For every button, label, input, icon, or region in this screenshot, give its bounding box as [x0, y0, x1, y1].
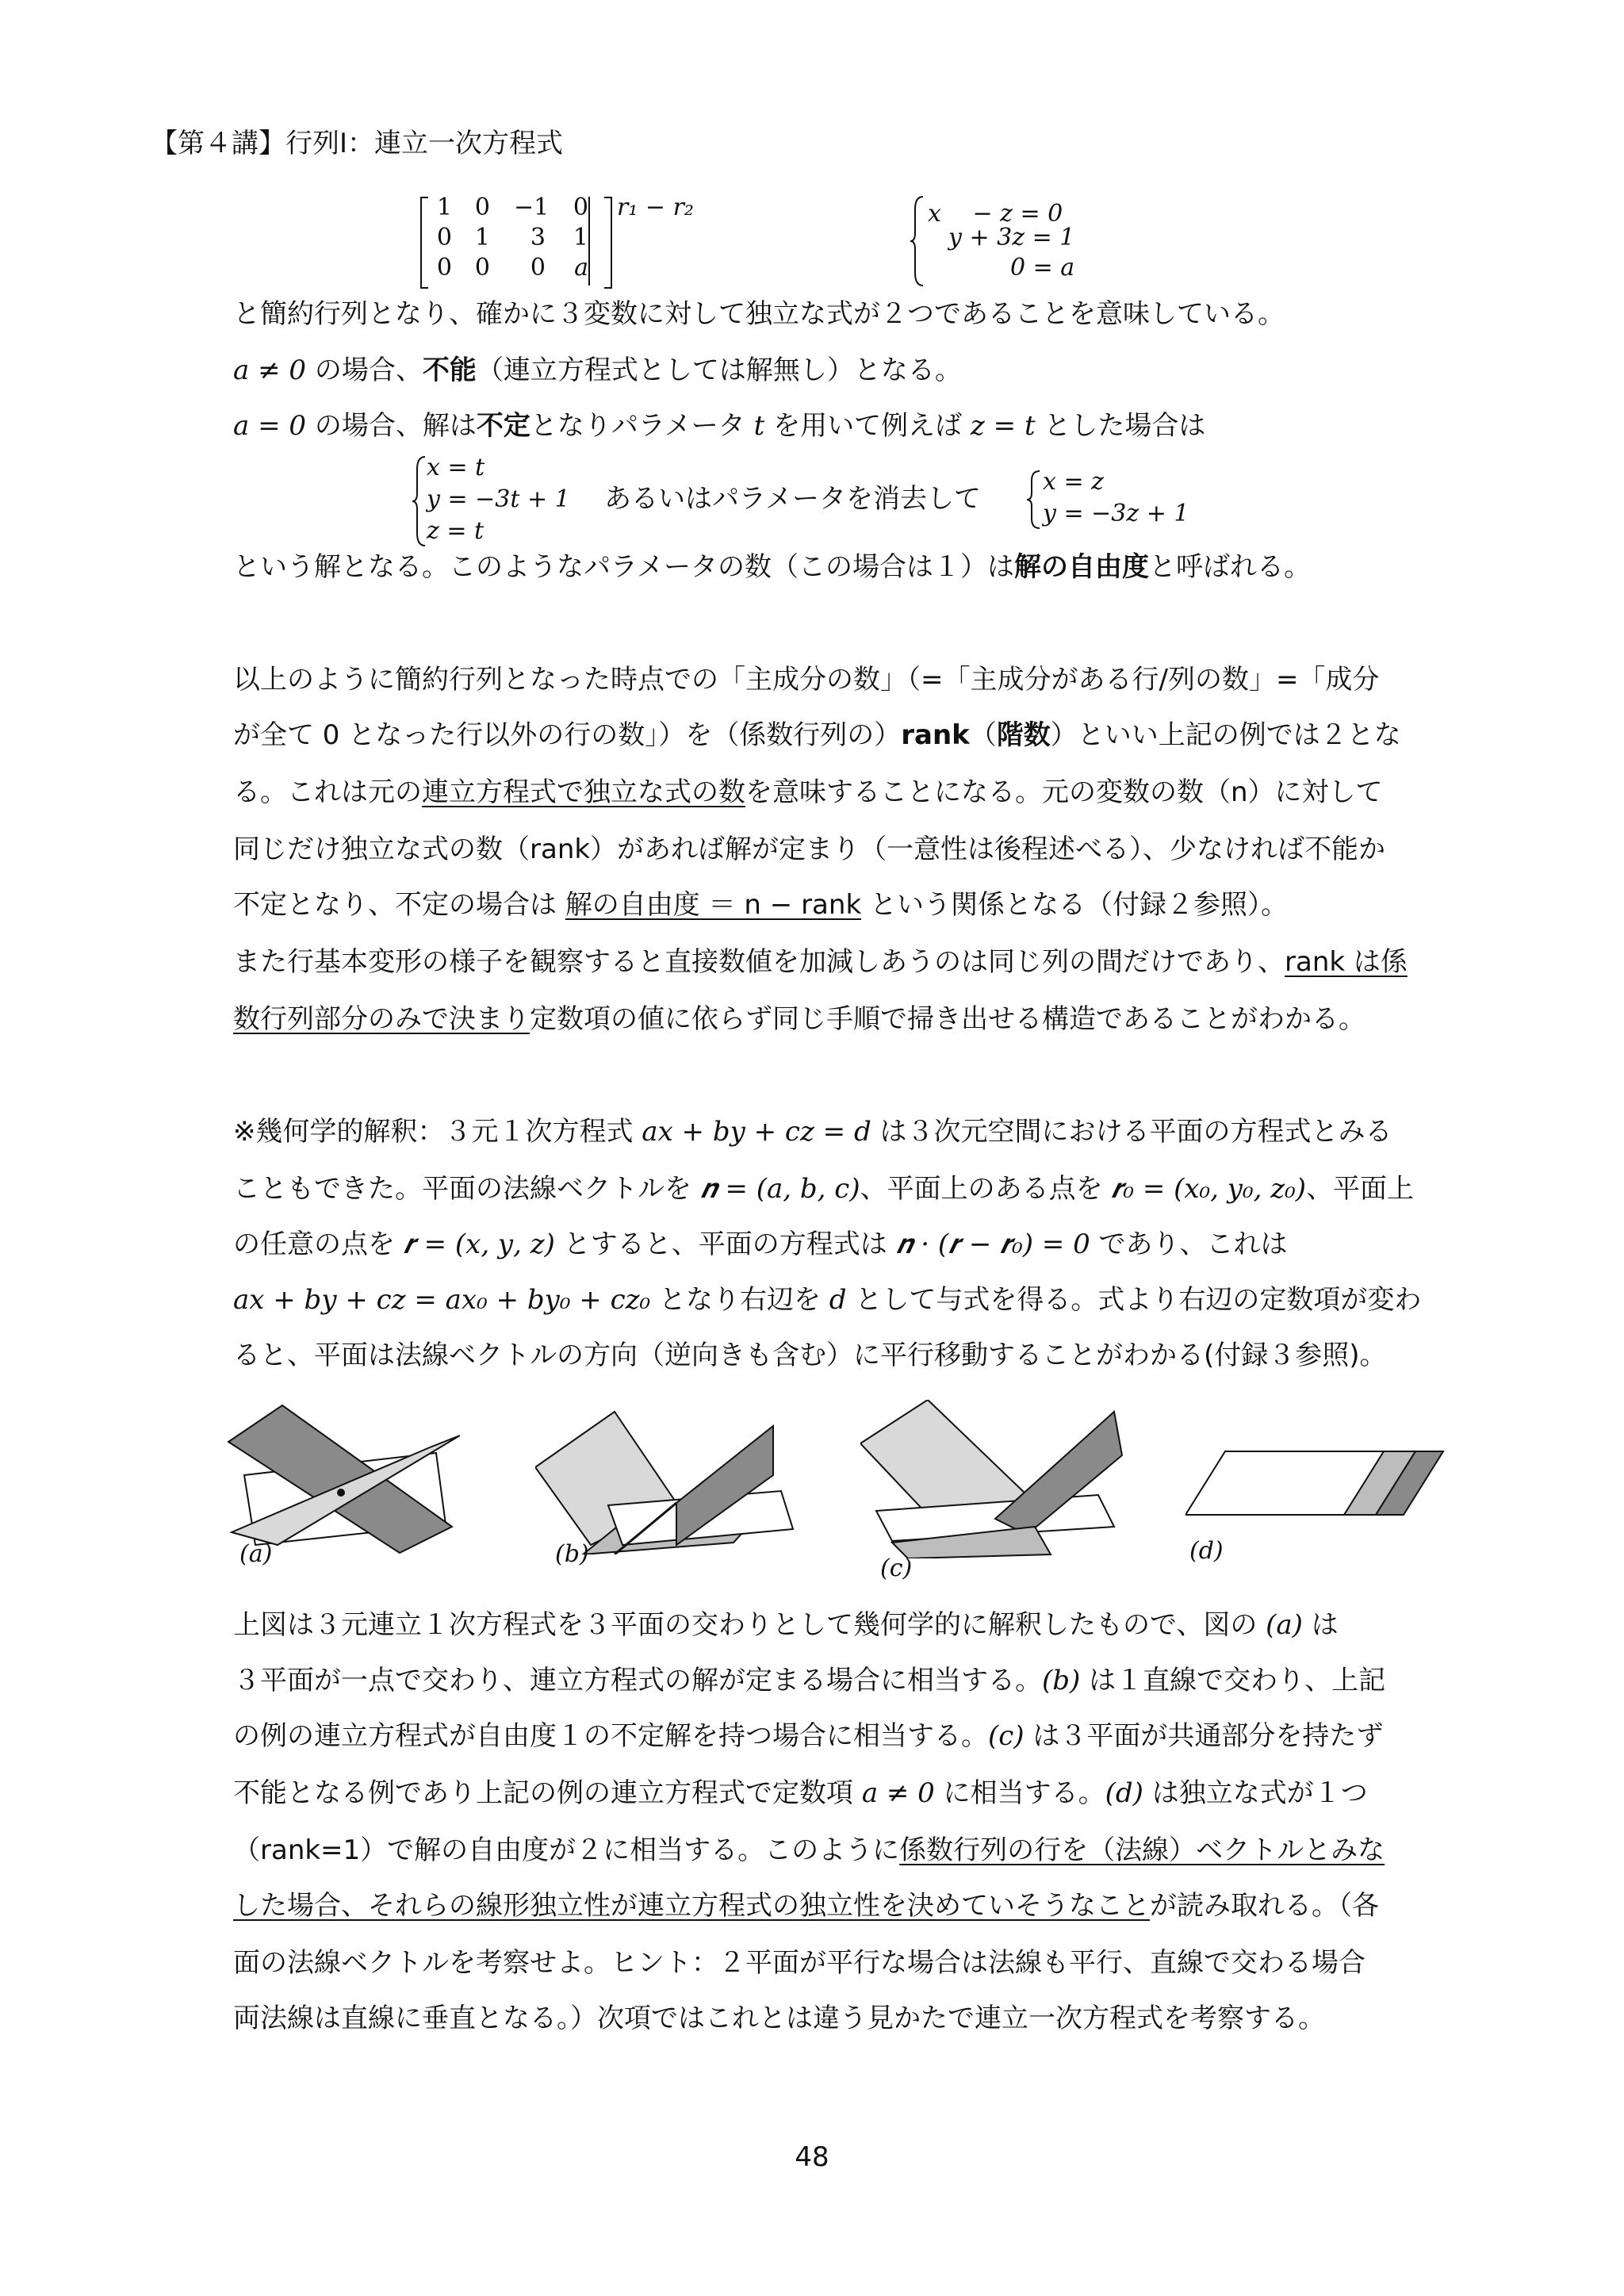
text-span: と呼ばれる。: [1148, 551, 1311, 583]
text-span: とすると、平面の方程式は: [554, 1228, 896, 1260]
equation-line: 𝑥 = 𝑧: [1043, 468, 1104, 496]
math-inline: 𝑡: [753, 410, 765, 442]
text-line: [233, 1114, 1392, 1150]
text-line: [233, 1226, 1288, 1263]
bold-term: 不定: [476, 410, 530, 442]
text-line: [233, 944, 1408, 980]
text-span: が全て 0 となった行以外の行の数」）を（係数行列の）: [233, 719, 902, 751]
math-inline: (𝑎): [1266, 1609, 1303, 1641]
text-span: ）といい上記の例では２とな: [1050, 719, 1401, 751]
text-span: 不能となる例であり上記の例の連立方程式で定数項: [233, 1777, 862, 1809]
text-line: と簡約行列となり、確かに３変数に対して独立な式が２つであることを意味している。: [233, 298, 1285, 330]
math-inline: (𝑏): [1042, 1665, 1081, 1696]
text-span: となり右辺を: [650, 1284, 829, 1316]
math-inline: 𝑎𝑥 + 𝑏𝑦 + 𝑐𝑧 = 𝑑: [642, 1116, 871, 1148]
text-span: の場合、: [306, 355, 423, 386]
text-line: 両法線は直線に垂直となる。）次項ではこれとは違う見かたで連立一次方程式を考察する。: [233, 2003, 1325, 2034]
matrix-cell: 1: [474, 224, 490, 251]
text-span: ※幾何学的解釈：３元１次方程式: [233, 1116, 642, 1148]
text-span: であり、これは: [1090, 1228, 1288, 1260]
text-line: [233, 717, 1401, 753]
math-inline: 𝑎 ≠ 0: [861, 1777, 935, 1809]
text-line: [233, 1282, 1421, 1318]
text-line: あるいはパラメータを消去して: [604, 483, 981, 515]
matrix-divider: [588, 197, 590, 286]
text-line: [233, 1001, 1365, 1037]
equation-line: 𝑥 = 𝑡: [427, 454, 485, 481]
matrix-cell: 1: [573, 224, 588, 251]
text-span: 不定となり、不定の場合は: [233, 889, 565, 921]
equation-system-2: [412, 454, 603, 549]
equation-line: 𝑦 + 3𝑧 = 1: [948, 224, 1075, 251]
left-brace: [910, 194, 926, 289]
text-span: は１直線で交わり、上記: [1080, 1665, 1386, 1696]
math-inline: 𝑎𝑥 + 𝑏𝑦 + 𝑐𝑧 = 𝑎𝑥₀ + 𝑏𝑦₀ + 𝑐𝑧₀: [233, 1284, 651, 1316]
left-brace: [1027, 468, 1043, 531]
text-span: が読み取れる。（各: [1150, 1890, 1379, 1922]
text-span: こともできた。平面の法線ベクトルを: [233, 1173, 700, 1205]
figure-a-three-planes-point: [222, 1404, 460, 1554]
math-inline: 𝒏 = (𝑎, 𝑏, 𝑐): [699, 1173, 860, 1205]
figure-label-a: (𝑎): [239, 1540, 273, 1568]
plane-figures: [222, 1396, 1459, 1594]
text-line: [233, 1888, 1379, 1924]
bold-term: 階数: [996, 719, 1051, 751]
text-line: [233, 1832, 1385, 1869]
matrix-cell: −1: [514, 194, 550, 221]
figure-label-b: (𝑏): [555, 1540, 589, 1568]
figure-c-three-planes-no-common: [860, 1400, 1130, 1558]
text-span: 定数項の値に依らず同じ手順で掃き出せる構造であることがわかる。: [530, 1003, 1365, 1035]
math-inline: 𝒓₀ = (𝑥₀, 𝑦₀, 𝑧₀): [1111, 1173, 1307, 1205]
text-span: （rank=1）で解の自由度が２に相当する。このように: [233, 1834, 900, 1866]
underlined-text: rank は係: [1285, 946, 1408, 978]
text-span: の場合、解は: [306, 410, 477, 442]
text-span: という解となる。このようなパラメータの数（この場合は１）は: [233, 551, 1014, 583]
text-span: る。これは元の: [233, 776, 422, 808]
row-operation: r₁ − r₂: [617, 194, 694, 221]
bold-term: rank: [901, 719, 970, 751]
math-inline: 𝑧 = 𝑡: [970, 410, 1036, 442]
math-inline: 𝑎 ≠ 0: [233, 355, 307, 386]
bold-term: 解の自由度: [1013, 551, 1149, 583]
math-inline: 𝒓 = (𝑥, 𝑦, 𝑧): [403, 1228, 555, 1260]
equation-line: 𝑥 − 𝑧 = 0: [928, 200, 1063, 228]
equation-line: 𝑦 = −3𝑧 + 1: [1043, 500, 1189, 527]
matrix-cell: 0: [436, 224, 452, 251]
text-span: は３平面が共通部分を持たず: [1024, 1720, 1384, 1752]
page-number: 48: [795, 2141, 829, 2173]
text-line: [233, 352, 962, 389]
matrix-cell: 3: [530, 224, 546, 251]
underlined-text: 数行列部分のみで決まり: [233, 1003, 530, 1035]
text-span: という関係となる（付録２参照）。: [861, 889, 1288, 921]
text-span: 、平面上のある点を: [860, 1173, 1112, 1205]
math-inline: (𝑑): [1105, 1777, 1143, 1809]
equation-line: 𝑦 = −3𝑡 + 1: [427, 485, 570, 513]
text-span: は独立な式が１つ: [1143, 1777, 1368, 1809]
figure-b-three-planes-line: [535, 1404, 797, 1554]
text-span: となりパラメータ: [530, 410, 754, 442]
equation-line: 0 = 𝑎: [1010, 254, 1075, 282]
equation-line: 𝑧 = 𝑡: [427, 517, 485, 545]
text-line: [233, 774, 1383, 811]
text-span: 上図は３元連立１次方程式を３平面の交わりとして幾何学的に解釈したもので、図の: [233, 1609, 1266, 1641]
text-span: の例の連立方程式が自由度１の不定解を持つ場合に相当する。: [233, 1720, 988, 1752]
matrix-cell: 0: [573, 194, 588, 221]
left-brace: [412, 454, 428, 549]
text-span: の任意の点を: [233, 1228, 404, 1260]
matrix-cell: a: [574, 254, 588, 282]
figure-label-d: (𝑑): [1189, 1537, 1224, 1565]
text-line: [233, 408, 1205, 444]
text-span: ３平面が一点で交わり、連立方程式の解が定まる場合に相当する。: [233, 1665, 1042, 1696]
text-line: [233, 887, 1288, 923]
text-span: また行基本変形の様子を観察すると直接数値を加減しあうのは同じ列の間だけであり、: [233, 946, 1285, 978]
text-span: は３次元空間における平面の方程式とみる: [871, 1116, 1392, 1148]
text-line: [233, 1718, 1383, 1754]
text-line: [233, 549, 1311, 585]
text-span: として与式を得る。式より右辺の定数項が変わ: [846, 1284, 1422, 1316]
text-line: [233, 1662, 1385, 1699]
underlined-text: 係数行列の行を（法線）ベクトルとみな: [899, 1834, 1385, 1866]
text-line: 面の法線ベクトルを考察せよ。ヒント：２平面が平行な場合は法線も平行、直線で交わる場合: [233, 1947, 1365, 1979]
math-inline: 𝑎 = 0: [233, 410, 307, 442]
underlined-text: 解の自由度 ＝ n − rank: [565, 889, 862, 921]
text-line: [233, 1171, 1414, 1207]
text-line: ると、平面は法線ベクトルの方向（逆向きも含む）に平行移動することがわかる(付録３参照)。: [233, 1340, 1387, 1371]
matrix-cell: 0: [530, 254, 546, 282]
figure-d-parallel-planes: [1185, 1443, 1447, 1523]
text-span: 、平面上: [1306, 1173, 1415, 1205]
text-line: 以上のように簡約行列となった時点での「主成分の数」（=「主成分がある行/列の数」=「成分: [233, 664, 1380, 696]
page-title: 【第４講】行列Ⅰ：連立一次方程式: [151, 128, 564, 159]
math-inline: 𝑑: [829, 1284, 847, 1316]
matrix-cell: 0: [474, 194, 490, 221]
math-inline: (𝑐): [988, 1720, 1025, 1752]
text-span: は: [1302, 1609, 1339, 1641]
text-line: [233, 1607, 1339, 1643]
matrix-cell: 1: [436, 194, 452, 221]
text-span: を用いて例えば: [764, 410, 971, 442]
text-line: [233, 1775, 1368, 1811]
underlined-text: した場合、それらの線形独立性が連立方程式の独立性を決めていそうなこと: [233, 1890, 1150, 1922]
text-span: （連立方程式としては解無し）となる。: [476, 355, 962, 386]
text-line: 同じだけ独立な式の数（rank）があれば解が定まり（一意性は後程述べる）、少なければ不能か: [233, 834, 1386, 865]
matrix-right-bracket: [604, 197, 612, 289]
text-span: に相当する。: [934, 1777, 1105, 1809]
text-span: とした場合は: [1035, 410, 1206, 442]
math-inline: 𝒏 · (𝒓 − 𝒓₀) = 0: [895, 1228, 1090, 1260]
text-span: （: [969, 719, 997, 751]
figure-label-c: (𝑐): [880, 1554, 913, 1582]
equation-system-1: [910, 194, 1116, 289]
matrix-cell: 0: [474, 254, 490, 282]
text-span: を意味することになる。元の変数の数（n）に対して: [745, 776, 1383, 808]
equation-system-3: [1027, 468, 1233, 531]
underlined-text: 連立方程式で独立な式の数: [422, 776, 745, 808]
augmented-matrix: [420, 194, 694, 289]
matrix-cell: 0: [436, 254, 452, 282]
bold-term: 不能: [422, 355, 477, 386]
